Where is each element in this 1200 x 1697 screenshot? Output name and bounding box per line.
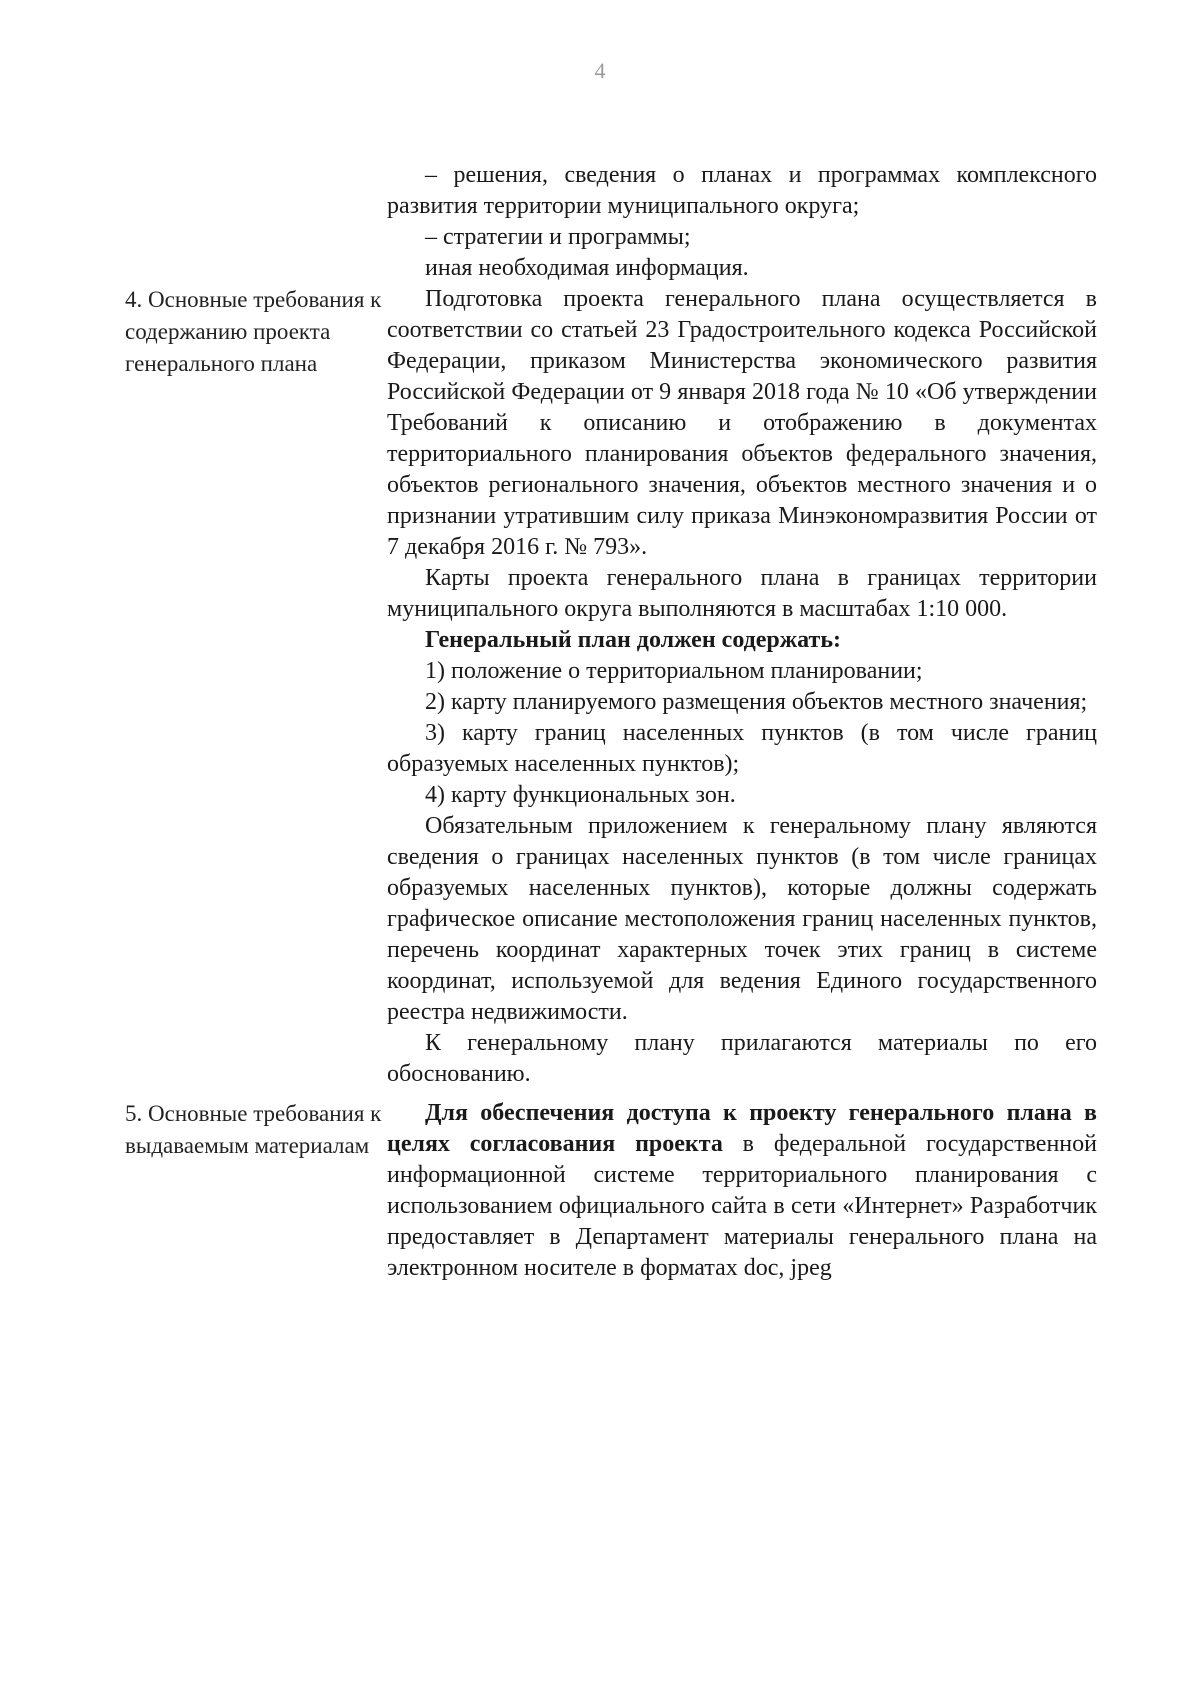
section-4-closing-1: Обязательным приложением к генеральному плану являются сведения о границах населенных пунктов (в том числе границах образуемых населенных пунктов), которые должны содержать графическое описание местоположения границ населенных пунктов, перечень координат характерных точек этих границ в системе координат, используемой для ведения Единого государственного реестра недвижимости. [387, 813, 1097, 1025]
section-5-paragraph [387, 1098, 1097, 1284]
section-4-list-item-3: 3) карту границ населенных пунктов (в том числе границ образуемых населенных пунктов); [387, 720, 1097, 777]
page-number: 4 [594, 58, 606, 83]
document-body [125, 160, 1097, 1284]
section-5-bold-lead: Для обеспечения доступа к проекту генерального плана в целях согласования проекта [387, 1100, 1097, 1157]
section-4-paragraph-2: Карты проекта генерального плана в границах территории муниципального округа выполняются в масштабах 1:10 000. [387, 565, 1097, 622]
section-5-label: 5. Основные требования к выдаваемым материалам [125, 1101, 382, 1158]
section-4-closing-2: К генеральному плану прилагаются материалы по его обоснованию. [387, 1030, 1097, 1087]
section-4-list-item-1: 1) положение о территориальном планировании; [425, 658, 923, 684]
section-5-row [125, 1098, 1097, 1284]
section-4-list-item-4: 4) карту функциональных зон. [425, 782, 736, 808]
section-4-list-item-2: 2) карту планируемого размещения объектов местного значения; [425, 689, 1088, 715]
section-4-row [125, 284, 1097, 1090]
section-4-content [387, 284, 1097, 1090]
section-4-label: 4. Основные требования к содержанию проекта генерального плана [125, 287, 382, 376]
intro-item-1: – решения, сведения о планах и программах комплексного развития территории муниципального округа; [387, 162, 1097, 219]
intro-item-3: иная необходимая информация. [425, 255, 749, 281]
intro-row [125, 160, 1097, 284]
section-5-content [387, 1098, 1097, 1284]
section-5-text: в федеральной государственной информационной системе территориального планирования с использованием официального сайта в сети «Интернет» Разработчик предоставляет в Департамент материалы генерального плана на электронном носителе в форматах doc, jpeg [387, 1131, 1097, 1281]
section-4-list-heading: Генеральный план должен содержать: [425, 627, 842, 653]
section-4-paragraph-1: Подготовка проекта генерального плана осуществляется в соответствии со статьей 23 Градостроительного кодекса Российской Федерации, приказом Министерства экономического развития Российской Федерации от 9 января 2018 года № 10 «Об утверждении Требований к описанию и отображению в документах территориального планирования объектов федерального значения, объектов регионального значения, объектов местного значения и о признании утратившим силу приказа Минэкономразвития России от 7 декабря 2016 г. № 793». [387, 286, 1097, 560]
intro-item-2: – стратегии и программы; [425, 224, 691, 250]
intro-content [387, 160, 1097, 284]
